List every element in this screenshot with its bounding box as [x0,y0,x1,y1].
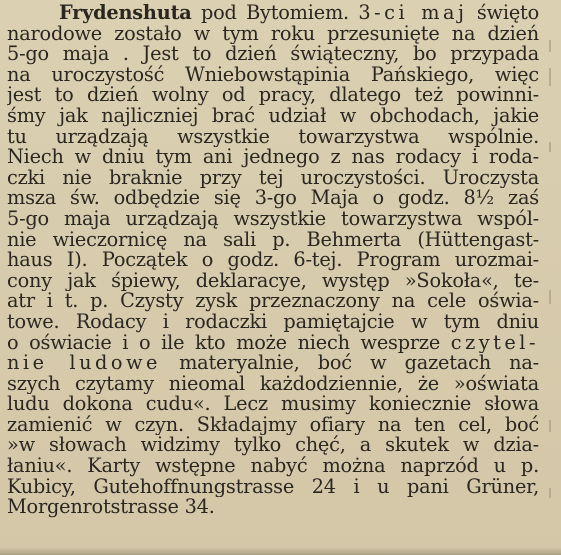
article-line [7,250,539,271]
text-segment: pod Bytomiem. [191,3,359,24]
text-segment: »w słowach widzimy tylko chęć, a skutek w dzia- [7,435,539,457]
column-rule [549,142,551,152]
text-segment: cony jak śpiewy, deklaracye, występ »Sokoła«, te- [7,270,539,292]
text-segment: atr i t. p. Czysty zysk przeznaczony na cele oświa- [7,291,539,312]
text-segment: święto [467,3,539,24]
spaced-emphasis: 3-ci maj [358,3,468,24]
text-segment: zamienić w czyn. Składajmy ofiary na ten cel, boć [7,414,539,436]
article-line [7,477,539,498]
spaced-emphasis: czytel- [450,332,539,354]
text-segment: msza św. odbędzie się 3-go Maja o godz. 8½ zaś [7,188,539,209]
article-line [7,106,539,127]
text-segment: materyalnie, boć w gazetach na- [160,353,539,374]
article-line [7,230,539,251]
text-segment: 5-go maja . Jest to dzień świąteczny, bo przypada [7,44,539,65]
text-segment: łaniu«. Karty wstępne nabyć można naprzód u p. [7,456,539,477]
article-line [7,456,539,477]
text-segment: Morgenrotstrasse 34. [7,497,215,518]
text-segment: 5-go maja urządzają wszystkie towarzystwa wspól- [7,208,539,230]
article-line [7,312,539,333]
article-text [7,3,539,518]
spaced-emphasis: nie ludowe [7,353,161,374]
text-segment: na uroczystość Wniebowstąpinia Pańskiego, więc [7,64,539,86]
article-line [7,85,539,106]
article-line [7,415,539,436]
column-rule [549,290,551,304]
column-rule [549,488,551,498]
text-segment: czki nie braknie przy tej uroczystości. Uroczysta [7,167,539,189]
text-segment: szych czytamy nieomal każdodziennie, że »oświata [7,373,539,395]
text-segment: o oświacie i o ile kto może niech wesprze [7,332,451,354]
article-line [7,435,539,456]
article-line [7,353,539,374]
page-fold-shadow [0,547,561,555]
article-line [7,147,539,168]
article-line [7,65,539,86]
text-segment: tu urządzają wszystkie towarzystwa wspólnie. [7,126,539,148]
article-line [7,333,539,354]
article-line [7,271,539,292]
article-line [7,127,539,148]
article-line [7,497,539,518]
article-line [7,394,539,415]
article-line [7,188,539,209]
column-rule [549,40,551,52]
article-line [7,3,539,24]
column-rule [549,420,551,432]
text-segment: Kubicy, Gutehoffnungstrasse 24 i u pani Grüner, [7,476,539,498]
text-segment: towe. Rodacy i rodaczki pamiętajcie w tym dniu [7,311,539,333]
article-line [7,374,539,395]
text-segment: nie wieczornicę na sali p. Behmerta (Hüttengast- [7,229,539,251]
text-segment: Niech w dniu tym ani jednego z nas rodacy i roda- [7,147,539,168]
text-segment: ludu dokona cudu«. Lecz musimy koniecznie słowa [7,394,539,415]
article-line [7,291,539,312]
column-rule [549,68,551,86]
text-segment: jest to dzień wolny od pracy, dlatego też powinni- [7,85,539,106]
text-segment: śmy jak najliczniej brać udział w obchodach, jakie [7,105,539,127]
article-line [7,168,539,189]
text-segment: narodowe zostało w tym roku przesunięte na dzień [7,23,539,45]
article-line [7,44,539,65]
article-line [7,24,539,45]
dateline-place: Frydenshuta [59,3,192,24]
text-segment: haus I). Początek o godz. 6-tej. Program urozmai- [7,250,539,271]
article-line [7,209,539,230]
